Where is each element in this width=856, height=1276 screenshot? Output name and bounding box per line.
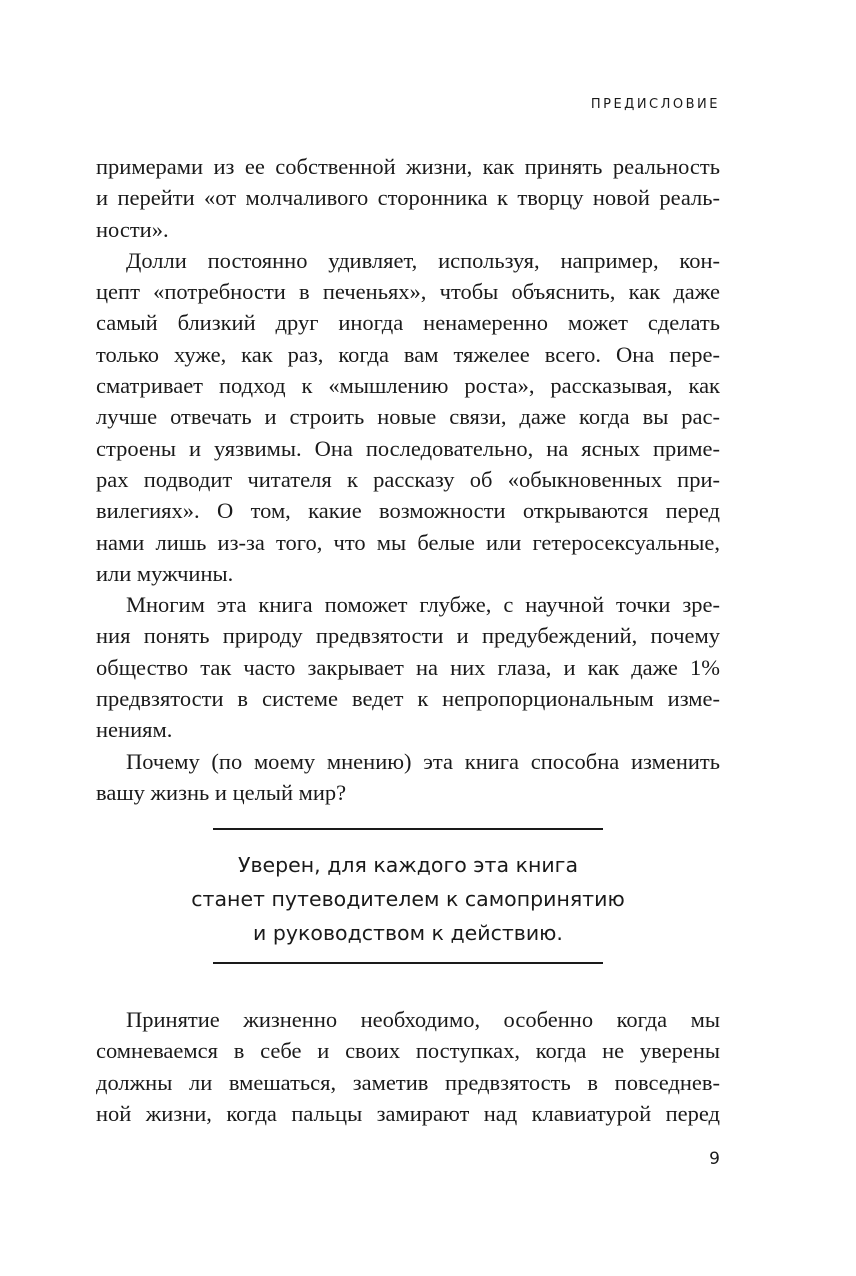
text-line: ности». bbox=[96, 216, 169, 242]
text-line: предвзятости в системе ведет к непропорциональным изме- bbox=[96, 686, 720, 712]
text-line: Принятие жизненно необходимо, особенно когда мы bbox=[126, 1007, 720, 1032]
text-line: рах подводит читателя к рассказу об «обыкновенных при- bbox=[96, 466, 720, 492]
text-line: Долли постоянно удивляет, используя, например, кон- bbox=[126, 247, 720, 273]
text-line: строены и уязвимы. Она последовательно, на ясных приме- bbox=[96, 435, 720, 461]
text-line: вилегиях». О том, какие возможности открываются перед bbox=[96, 498, 720, 524]
text-line: нами лишь из-за того, что мы белые или гетеросексуальные, bbox=[96, 529, 720, 555]
text-line: самый близкий друг иногда ненамеренно может сделать bbox=[96, 310, 720, 336]
main-text-block bbox=[96, 151, 720, 808]
pull-quote-line: станет путеводителем к самопринятию bbox=[191, 887, 625, 911]
text-line: Многим эта книга поможет глубже, с научной точки зре- bbox=[126, 592, 720, 618]
text-line: общество так часто закрывает на них глаза, и как даже 1% bbox=[96, 654, 720, 680]
text-line: ния понять природу предвзятости и предубеждений, почему bbox=[96, 623, 720, 649]
page-number: 9 bbox=[709, 1149, 720, 1169]
paragraph bbox=[96, 589, 720, 745]
text-line: сматривает подход к «мышлению роста», рассказывая, как bbox=[96, 373, 720, 399]
text-line: или мужчины. bbox=[96, 560, 234, 586]
text-line: должны ли вмешаться, заметив предвзятость в повседнев- bbox=[96, 1069, 720, 1095]
pull-quote-top-rule bbox=[213, 828, 603, 830]
paragraph bbox=[96, 151, 720, 245]
text-line: сомневаемся в себе и своих поступках, когда не уверены bbox=[96, 1038, 720, 1064]
text-line: ной жизни, когда пальцы замирают над клавиатурой перед bbox=[96, 1100, 720, 1126]
running-header bbox=[591, 97, 720, 112]
pull-quote-line: и руководством к действию. bbox=[253, 921, 563, 945]
text-line: только хуже, как раз, когда вам тяжелее всего. Она пере- bbox=[96, 341, 720, 367]
text-line: и перейти «от молчаливого сторонника к творцу новой реаль- bbox=[96, 185, 720, 211]
paragraph bbox=[96, 746, 720, 809]
text-line: нениям. bbox=[96, 717, 173, 743]
after-quote-text-block bbox=[96, 1004, 720, 1129]
pull-quote bbox=[150, 848, 666, 950]
section-title: ПРЕДИСЛОВИЕ bbox=[590, 97, 720, 112]
paragraph bbox=[96, 245, 720, 589]
text-line: Почему (по моему мнению) эта книга способна изменить bbox=[126, 748, 720, 774]
pull-quote-bottom-rule bbox=[213, 962, 603, 964]
text-line: вашу жизнь и целый мир? bbox=[96, 779, 347, 805]
paragraph bbox=[96, 1004, 720, 1129]
text-line: лучше отвечать и строить новые связи, даже когда вы рас- bbox=[96, 404, 720, 430]
text-line: цепт «потребности в печеньях», чтобы объяснить, как даже bbox=[96, 279, 720, 305]
text-line: примерами из ее собственной жизни, как принять реальность bbox=[96, 154, 720, 179]
pull-quote-line: Уверен, для каждого эта книга bbox=[237, 853, 579, 877]
